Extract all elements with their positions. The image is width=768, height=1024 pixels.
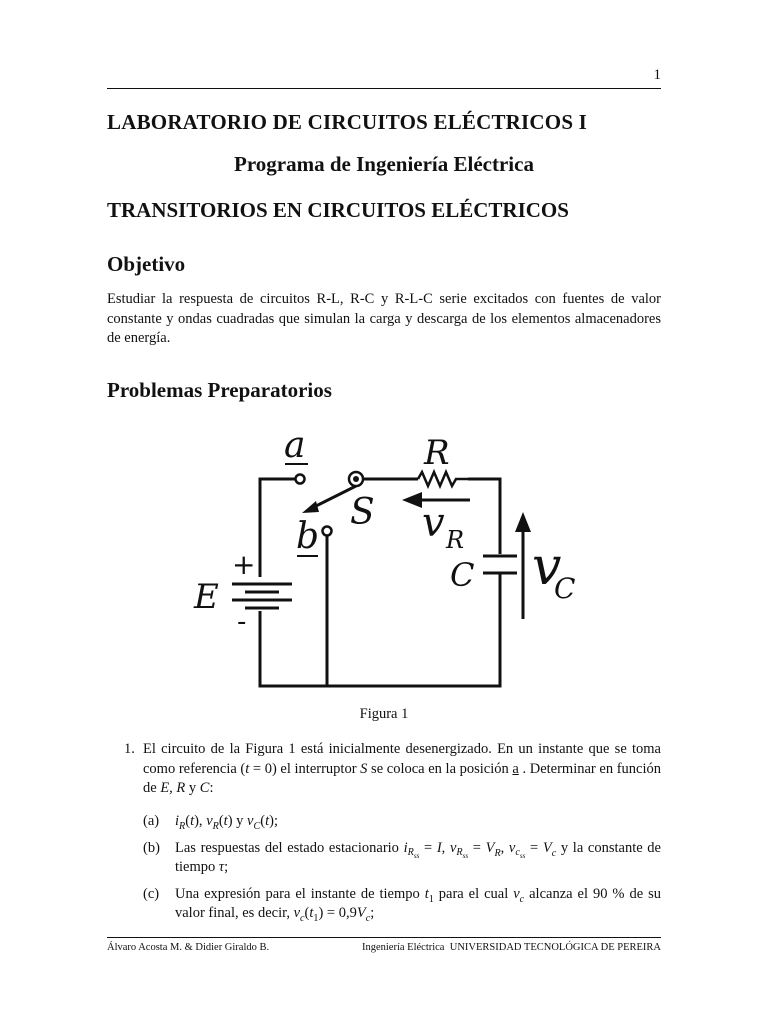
- switch-arrow-head: [302, 501, 319, 513]
- label-minus: -: [237, 607, 247, 637]
- circuit-diagram: [190, 424, 590, 696]
- label-s: S: [350, 492, 375, 533]
- footer-rule: [107, 937, 661, 938]
- label-c: C: [450, 556, 475, 594]
- item-c-text: Una expresión para el instante de tiempo $t_1$ para el cual $v_c$ alcanza el 90 % de su valor final, es decir, $v_c(t_1) = 0,9V_c$;: [175, 885, 661, 924]
- label-vc: v: [532, 537, 562, 597]
- label-b: b: [296, 516, 320, 557]
- footer-authors: Álvaro Acosta M. & Didier Giraldo B.: [107, 942, 270, 953]
- label-vr: v: [422, 500, 445, 546]
- topic-title: TRANSITORIOS EN CIRCUITOS ELÉCTRICOS: [107, 198, 569, 222]
- footer-university: UNIVERSIDAD TECNOLÓGICA DE PEREIRA: [449, 942, 661, 953]
- terminal-b: [323, 527, 332, 536]
- footer-right: [362, 942, 661, 953]
- label-r: R: [424, 433, 450, 473]
- objective-text: Estudiar la respuesta de circuitos R-L, R-C y R-L-C serie excitados con fuentes de valor constante y ondas cuadradas que simulan la carga y descarga de los elementos almacenadores de energía.: [107, 291, 661, 346]
- list-item: (b) Las respuestas del estado estacionario $i_{R_{ss}} = I$, $v_{R_{ss}} = V_R$, $v_{c_{ss}} = V_c$ y la constante de tiempo τ;: [143, 839, 661, 875]
- label-plus: +: [232, 548, 256, 581]
- switch-pivot-inner: [353, 476, 359, 482]
- terminal-a: [296, 475, 305, 484]
- page-number: 1: [653, 67, 661, 83]
- wire-right-top: [468, 479, 500, 554]
- label-vr-sub: R: [446, 526, 465, 554]
- label-a: a: [284, 425, 306, 466]
- list-item: (a) $i_R(t)$, $v_R(t)$ y $v_C(t)$;: [143, 813, 278, 832]
- item-a-text: $i_R(t)$, $v_R(t)$ y $v_C(t)$;: [175, 813, 278, 832]
- header-rule: [107, 88, 661, 89]
- label-vc-sub: C: [554, 572, 576, 605]
- problems-heading: Problemas Preparatorios: [107, 378, 332, 402]
- problem-1-items: [143, 812, 661, 931]
- objective-heading: Objetivo: [107, 252, 186, 276]
- program-title: Programa de Ingeniería Eléctrica: [234, 152, 534, 176]
- footer-dept: Ingeniería Eléctrica: [361, 942, 445, 953]
- vr-arrow-head: [402, 492, 422, 508]
- list-item: (c) Una expresión para el instante de tiempo $t_1$ para el cual $v_c$ alcanza el 90 % de su valor final, es decir, $v_c(t_1) = 0,9V_c$;: [143, 885, 661, 924]
- wire-left-top: [260, 479, 295, 577]
- problem-1-text: El circuito de la Figura 1 está inicialmente desenergizado. En un instante que se toma como referencia (t = 0) el interruptor S se coloca en la posición a . Determinar en función de E, R y C:: [143, 741, 661, 796]
- problem-1: [107, 740, 661, 799]
- main-title: LABORATORIO DE CIRCUITOS ELÉCTRICOS I: [107, 110, 588, 134]
- item-b-text: Las respuestas del estado estacionario $i_{R_{ss}} = I$, $v_{R_{ss}} = V_R$, $v_{c_{ss}} = V_c$ y la constante de tiempo τ;: [175, 839, 661, 875]
- figure-caption: Figura 1: [359, 706, 409, 722]
- resistor-zigzag: [418, 472, 468, 486]
- label-e: E: [194, 577, 219, 617]
- vc-arrow-head: [515, 512, 531, 532]
- problem-1-number: 1.: [124, 741, 135, 757]
